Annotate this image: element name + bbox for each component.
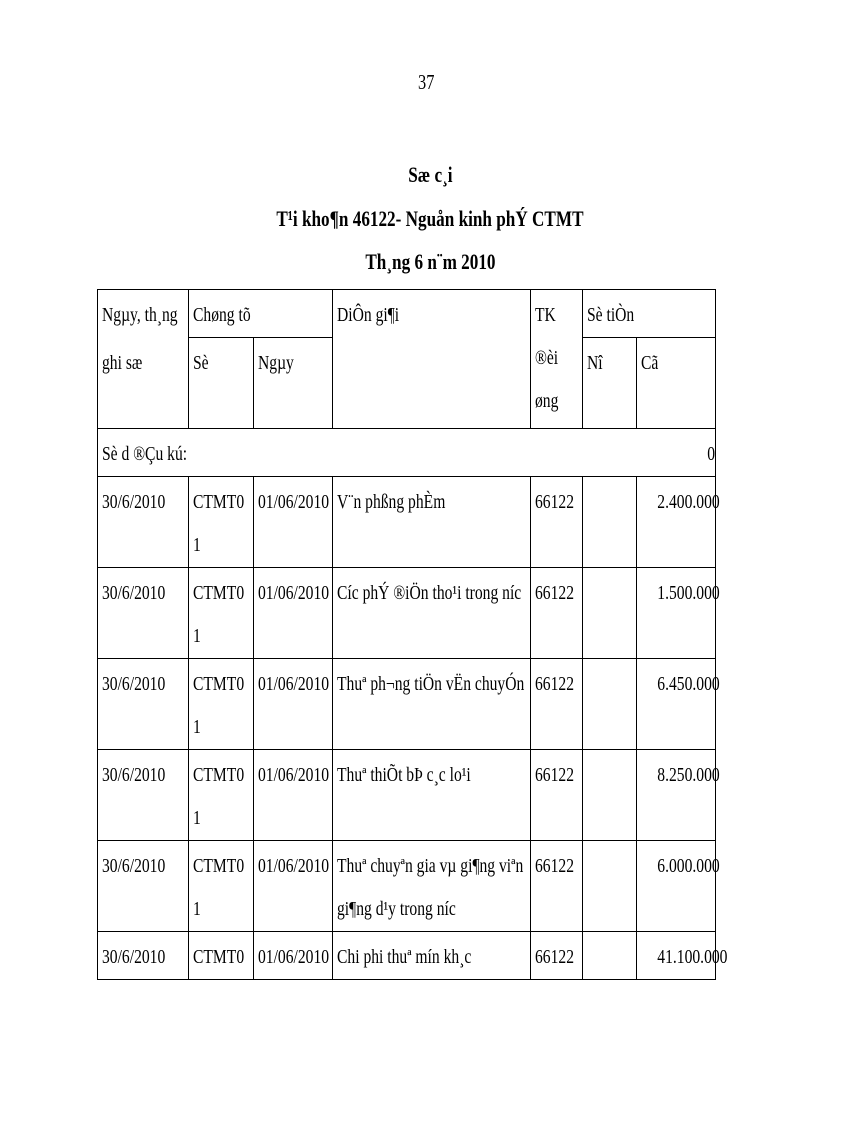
ledger-row xyxy=(98,659,716,750)
opening-balance-row xyxy=(98,429,716,477)
row-debit xyxy=(583,841,637,932)
header-credit: Cã xyxy=(637,338,716,429)
row-date: 30/6/2010 xyxy=(98,659,189,750)
document-period: Th¸ng 6 n¨m 2010 xyxy=(364,249,496,274)
header-description: DiÔn gi¶i xyxy=(333,290,531,429)
row-description: Thuª ph¬ng tiÖn vËn chuyÓn xyxy=(333,659,531,750)
row-voucher-no: CTMT0 1 xyxy=(189,750,254,841)
row-account: 66122 xyxy=(531,841,583,932)
header-row-1 xyxy=(98,290,716,338)
row-voucher-no: CTMT0 1 xyxy=(189,659,254,750)
header-voucher-date: Ngµy xyxy=(254,338,333,429)
row-voucher-no: CTMT0 1 xyxy=(189,477,254,568)
row-description: Cíc phÝ ®iÖn tho¹i trong níc xyxy=(333,568,531,659)
row-account: 66122 xyxy=(531,932,583,980)
row-date: 30/6/2010 xyxy=(98,841,189,932)
row-debit xyxy=(583,477,637,568)
row-credit: 8.250.000 xyxy=(637,750,716,841)
ledger-row xyxy=(98,568,716,659)
document-subtitle: T¹i kho¶n 46122- Nguån kinh phÝ CTMT xyxy=(276,206,584,231)
row-debit xyxy=(583,750,637,841)
header-voucher-no: Sè xyxy=(189,338,254,429)
row-voucher-date: 01/06/2010 xyxy=(254,932,333,980)
row-voucher-no: CTMT0 1 xyxy=(189,568,254,659)
row-date: 30/6/2010 xyxy=(98,932,189,980)
ledger-row xyxy=(98,750,716,841)
row-description: Thuª chuyªn gia vµ gi¶ng viªn gi¶ng d¹y trong níc xyxy=(333,841,531,932)
row-debit xyxy=(583,568,637,659)
header-voucher: Chøng tõ xyxy=(189,290,333,338)
row-date: 30/6/2010 xyxy=(98,568,189,659)
row-credit: 2.400.000 xyxy=(637,477,716,568)
header-amount: Sè tiÒn xyxy=(583,290,716,338)
row-account: 66122 xyxy=(531,477,583,568)
ledger-row xyxy=(98,841,716,932)
row-voucher-date: 01/06/2010 xyxy=(254,568,333,659)
row-credit: 41.100.000 xyxy=(637,932,716,980)
row-voucher-date: 01/06/2010 xyxy=(254,841,333,932)
row-description: V¨n phßng phÈm xyxy=(333,477,531,568)
header-date-line2: ghi sæ xyxy=(98,338,189,429)
row-date: 30/6/2010 xyxy=(98,750,189,841)
header-date: Ngµy, th¸ng xyxy=(98,290,189,338)
row-voucher-date: 01/06/2010 xyxy=(254,477,333,568)
row-debit xyxy=(583,659,637,750)
header-debit: Nî xyxy=(583,338,637,429)
row-credit: 6.450.000 xyxy=(637,659,716,750)
opening-balance-value: 0 xyxy=(637,429,716,477)
row-voucher-date: 01/06/2010 xyxy=(254,659,333,750)
row-account: 66122 xyxy=(531,568,583,659)
opening-balance-label: Sè d ®Çu kú: xyxy=(98,429,637,477)
document-title: Sæ c¸i xyxy=(407,162,453,187)
row-voucher-date: 01/06/2010 xyxy=(254,750,333,841)
header-account: TK ®èi øng xyxy=(531,290,583,429)
row-date: 30/6/2010 xyxy=(98,477,189,568)
row-voucher-no: CTMT0 xyxy=(189,932,254,980)
row-description: Thuª thiÕt bÞ c¸c lo¹i xyxy=(333,750,531,841)
row-account: 66122 xyxy=(531,750,583,841)
ledger-row xyxy=(98,932,716,980)
row-credit: 1.500.000 xyxy=(637,568,716,659)
row-voucher-no: CTMT0 1 xyxy=(189,841,254,932)
page-number: 37 xyxy=(417,70,434,94)
row-credit: 6.000.000 xyxy=(637,841,716,932)
ledger-row xyxy=(98,477,716,568)
row-debit xyxy=(583,932,637,980)
row-description: Chi phi thuª mín kh¸c xyxy=(333,932,531,980)
ledger-table xyxy=(97,289,728,980)
row-account: 66122 xyxy=(531,659,583,750)
